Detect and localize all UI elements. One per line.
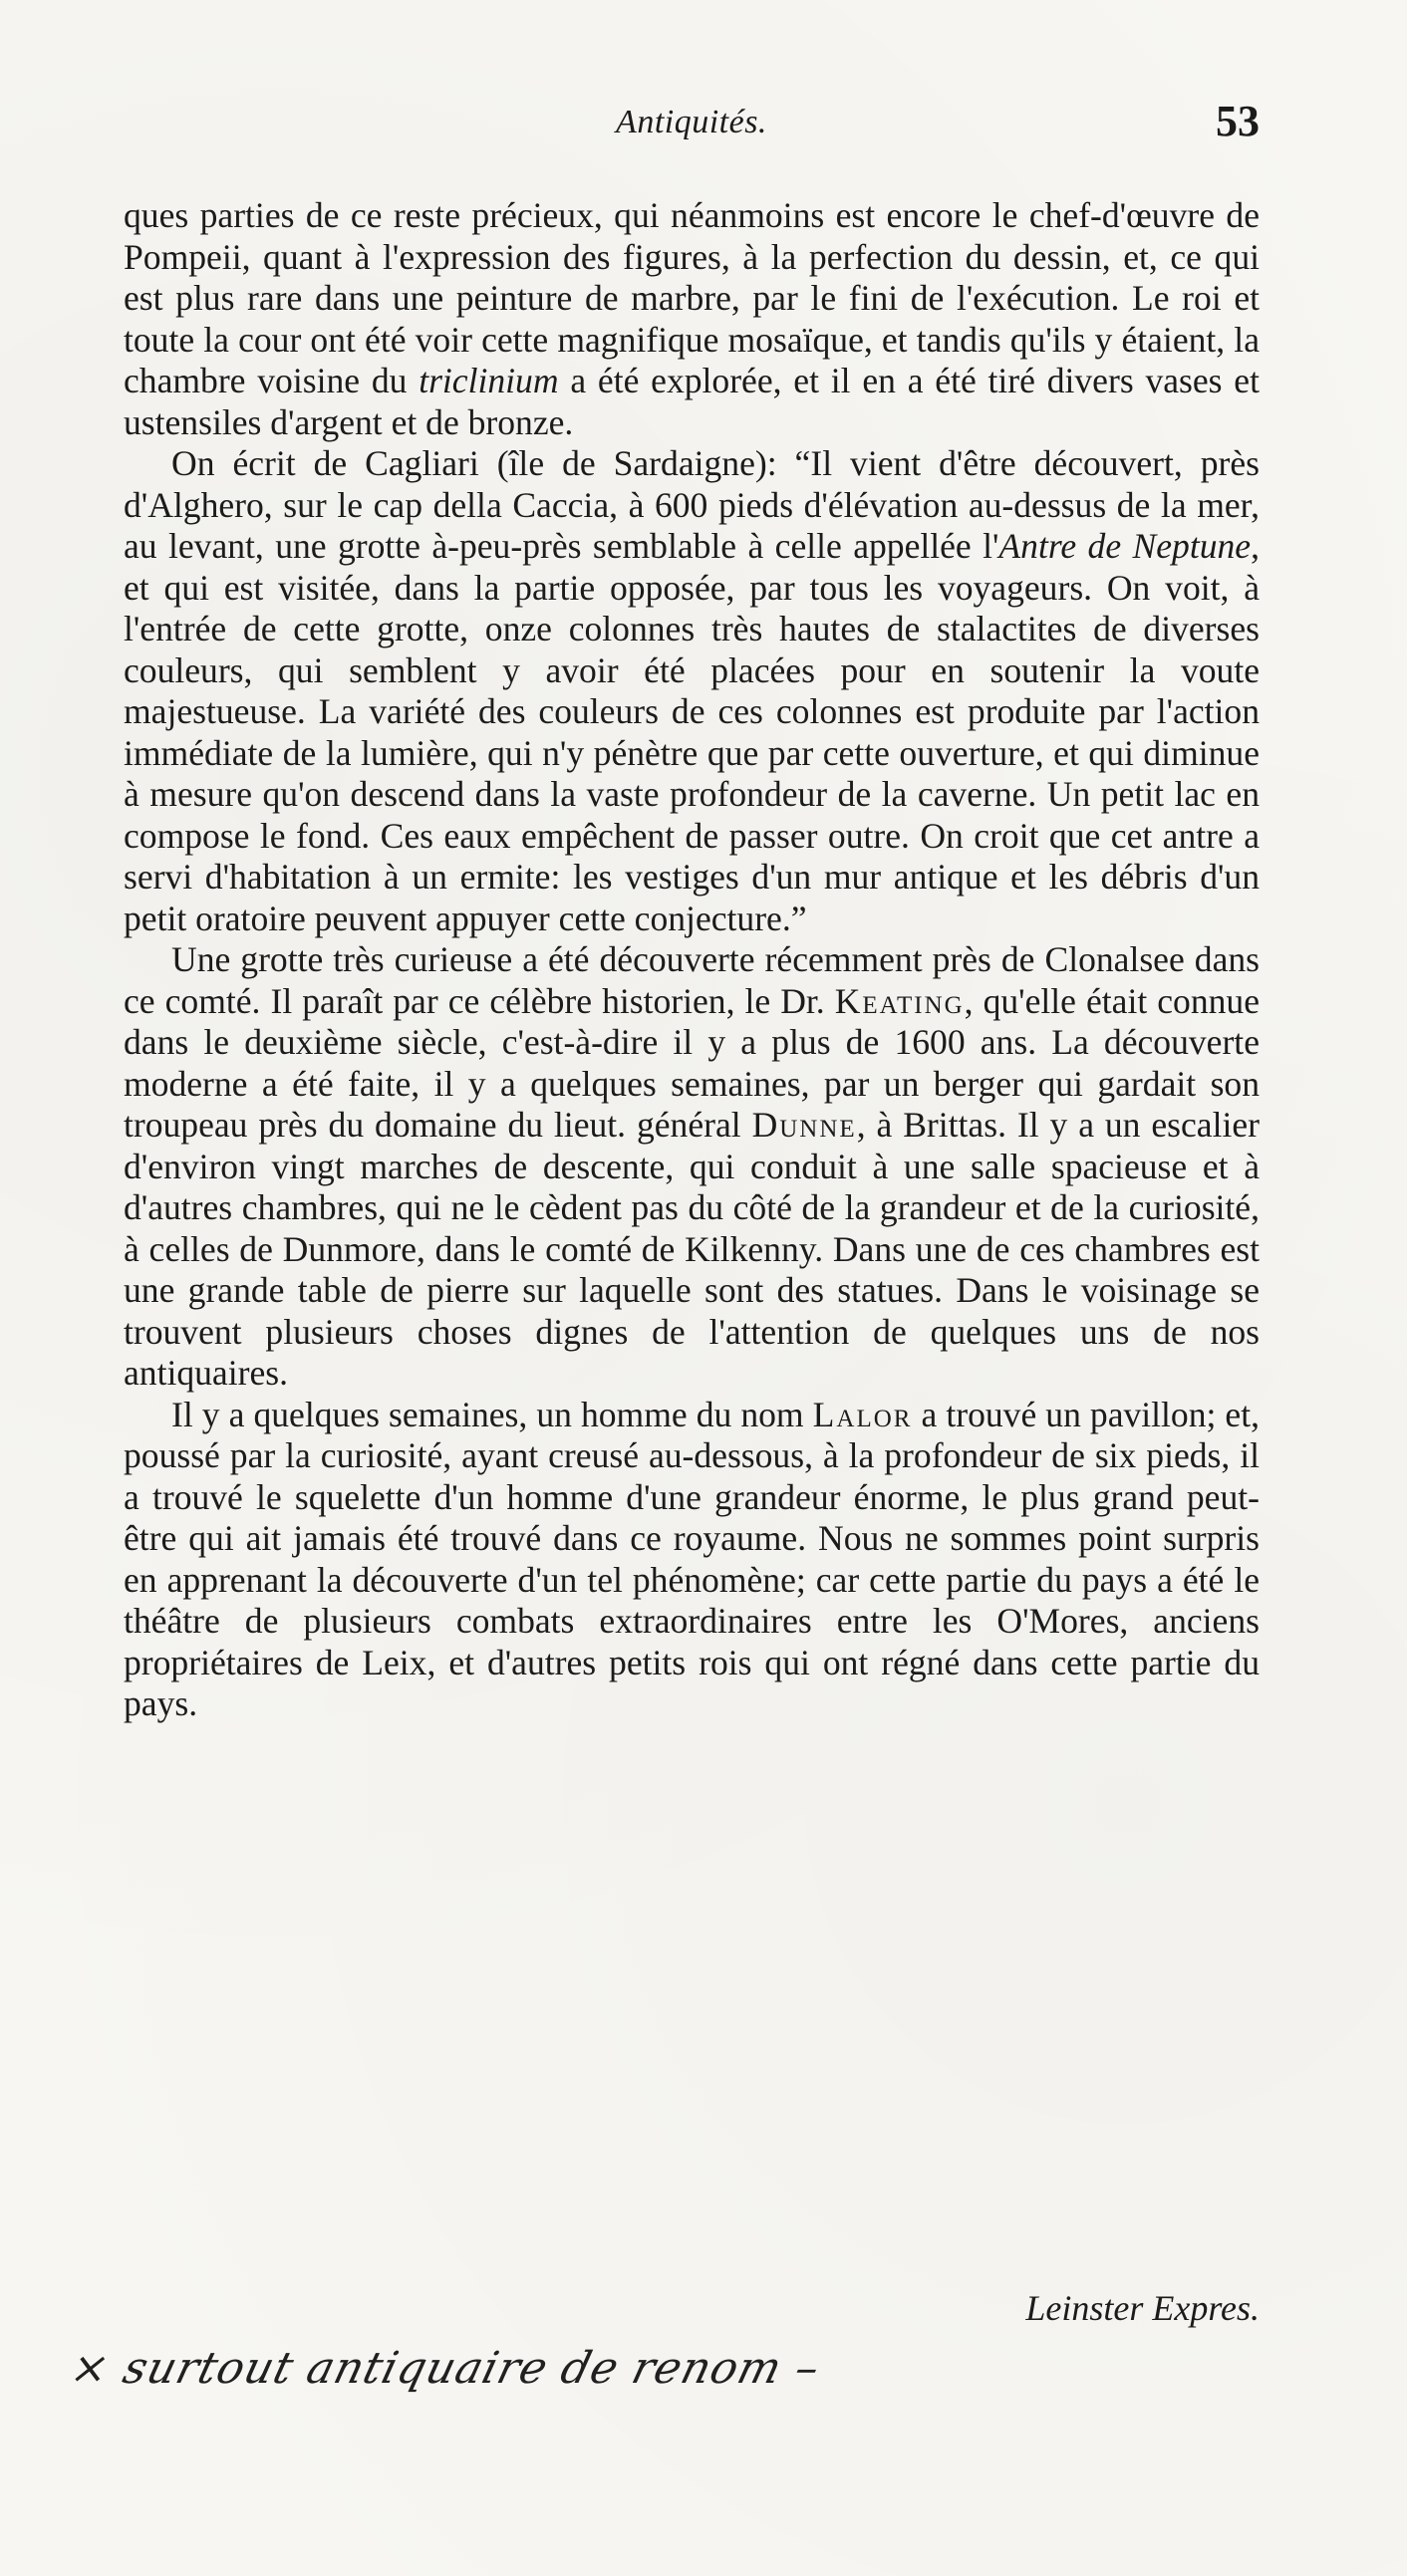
source-attribution: Leinster Expres. <box>1025 2288 1260 2328</box>
name-smallcaps: Keating <box>834 980 965 1021</box>
page-header <box>124 96 1260 155</box>
paragraph <box>124 195 1260 443</box>
text-run: On écrit de Cagliari (île de Sardaigne): “Il vient d'être découvert, près d'Alghero, sur le cap della Caccia, à 600 pieds d'élévation au-dessus de la mer, au levant, une grotte à-peu-près semblable à celle appellée l' <box>124 443 1260 566</box>
italic-text: Antre de Neptune <box>998 526 1252 566</box>
paragraph <box>124 939 1260 1395</box>
text-run: a été explorée, et il en a été tiré divers vases et ustensiles d'argent et de bronze. <box>124 361 1260 442</box>
page-number: 53 <box>1216 97 1260 145</box>
article-body <box>124 195 1260 1725</box>
text-run: ques parties de ce reste précieux, qui néanmoins est encore le chef-d'œuvre de Pompeii, quant à l'expression des figures, à la perfection du dessin, et, ce qui est plus rare dans une peinture de marbre, par le fini de l'exécution. Le roi et toute la cour ont été voir cette magnifique mosaïque, et tandis qu'ils y étaient, la chambre voisine du <box>124 195 1260 400</box>
text-run: Il y a quelques semaines, un homme du nom <box>171 1394 813 1434</box>
text-run: Une grotte très curieuse a été découverte récemment près de Clonalsee dans ce comté. Il paraît par ce célèbre historien, le Dr. <box>124 939 1260 1021</box>
italic-text: triclinium <box>419 361 559 400</box>
text-run: , et qui est visitée, dans la partie opposée, par tous les voyageurs. On voit, à l'entrée de cette grotte, onze colonnes très hautes de stalactites de diverses couleurs, qui semblent y avoir été placées pour en soutenir la voute majestueuse. La variété des couleurs de ces colonnes est produite par l'action immédiate de la lumière, qui n'y pénètre que par cette ouverture, et qui diminue à mesure qu'on descend dans la vaste profondeur de la caverne. Un petit lac en compose le fond. Ces eaux empêchent de passer outre. On croit que cet antre a servi d'habitation à un ermite: les vestiges d'un mur antique et les débris d'un petit oratoire peuvent appuyer cette conjecture.” <box>124 526 1260 938</box>
text-run: a trouvé un pavillon; et, poussé par la curiosité, ayant creusé au-dessous, à la profondeur de six pieds, il a trouvé le squelette d'un homme d'une grandeur énorme, le plus grand peut-être qui ait jamais été trouvé dans ce royaume. Nous ne sommes point surpris en apprenant la découverte d'un tel phénomène; car cette partie du pays a été le théâtre de plusieurs combats extraordinaires entre les O'Mores, anciens propriétaires de Leix, et d'autres petits rois qui ont régné dans cette partie du pays. <box>124 1394 1261 1723</box>
paragraph <box>124 443 1260 939</box>
text-run: , à Brittas. Il y a un escalier d'environ vingt marches de descente, qui conduit à une salle spacieuse et à d'autres chambres, qui ne le cèdent pas du côté de la grandeur et de la curiosité, à celles de Dunmore, dans le comté de Kilkenny. Dans une de ces chambres est une grande table de pierre sur laquelle sont des statues. Dans le voisinage se trouvent plusieurs choses dignes de l'attention de quelques uns de nos antiquaires. <box>124 1105 1260 1393</box>
handwritten-note: × surtout antiquaire de renom – <box>65 2343 826 2394</box>
name-smallcaps: Dunne <box>751 1105 857 1145</box>
running-title: Antiquités. <box>616 104 767 140</box>
paragraph <box>124 1395 1260 1725</box>
text-run: , qu'elle était connue dans le deuxième siècle, c'est-à-dire il y a plus de 1600 ans. La découverte moderne a été faite, il y a quelques semaines, par un berger qui gardait son troupeau près du domaine du lieut. général <box>124 980 1260 1145</box>
name-smallcaps: Lalor <box>812 1394 913 1434</box>
